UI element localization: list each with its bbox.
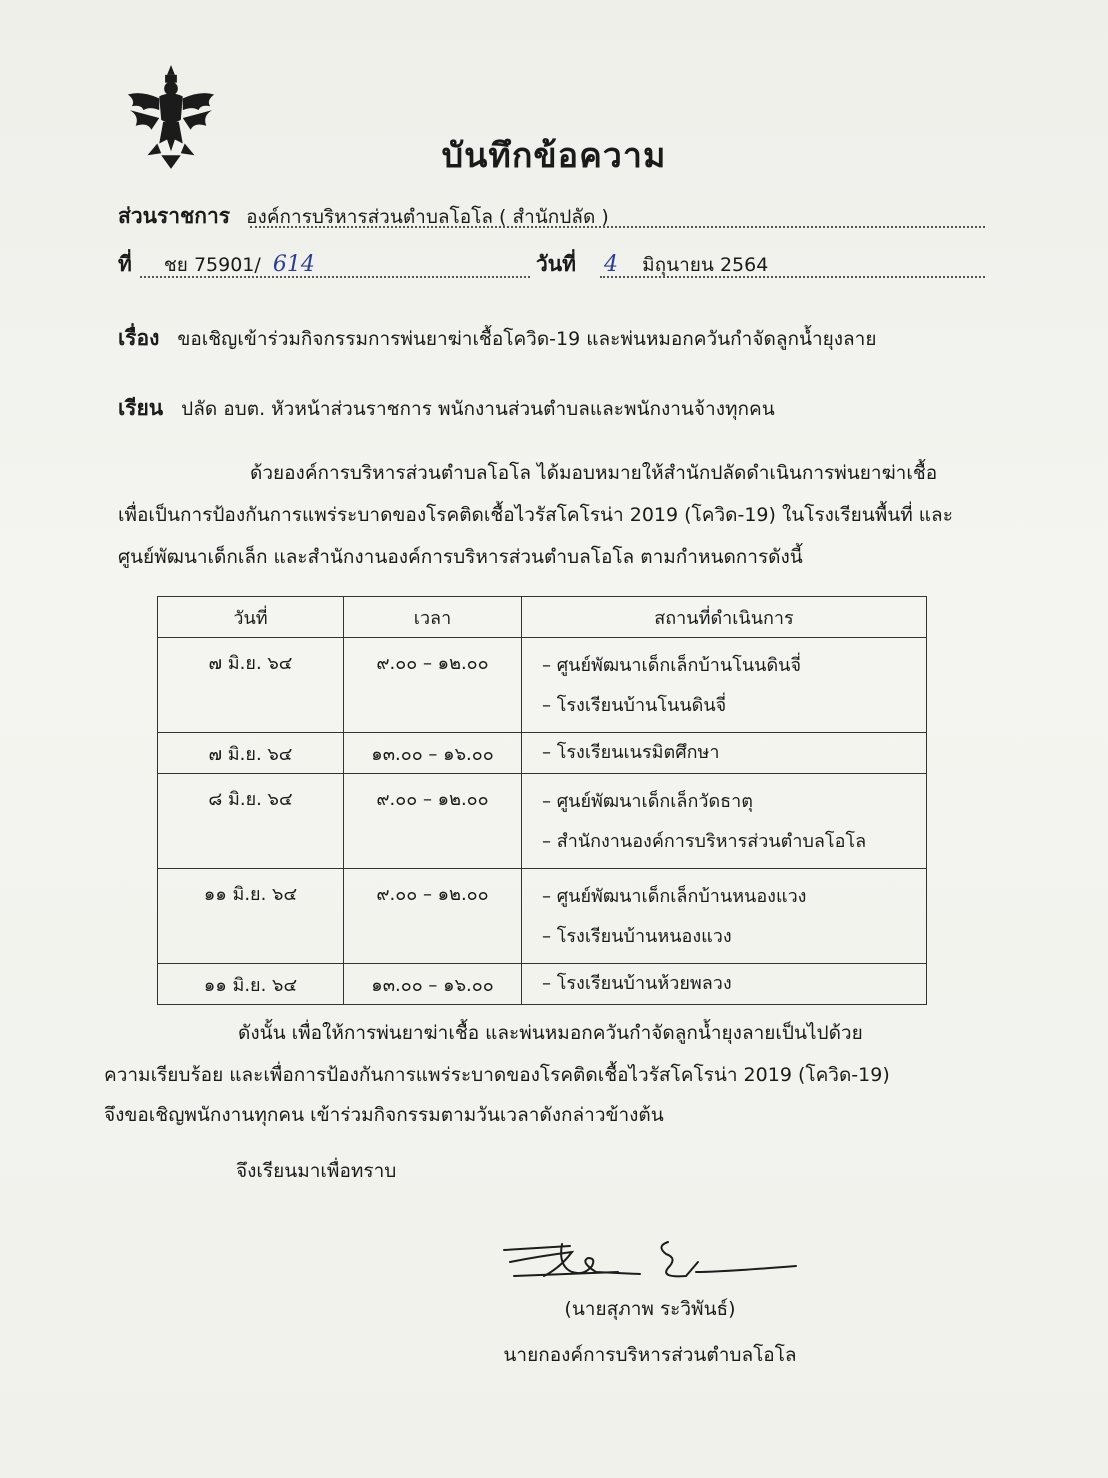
place-item: – โรงเรียนบ้านโนนดินจี่ xyxy=(542,695,727,716)
row-places xyxy=(522,774,927,869)
date-day-handwritten: 4 xyxy=(604,252,619,277)
agency-row xyxy=(118,200,609,233)
schedule-header-row xyxy=(158,597,927,638)
intro-line-3: ศูนย์พัฒนาเด็กเล็ก และสำนักงานองค์การบริหารส่วนตำบลโอโล ตามกำหนดการดังนี้ xyxy=(118,546,803,568)
ref-dotline xyxy=(140,276,530,278)
date-rest: มิถุนายน 2564 xyxy=(642,254,769,276)
row-time: ๑๓.๐๐ – ๑๖.๐๐ xyxy=(344,733,522,774)
subject-value: ขอเชิญเข้าร่วมกิจกรรมการพ่นยาฆ่าเชื้อโควิด-19 และพ่นหมอกควันกำจัดลูกน้ำยุงลาย xyxy=(177,328,877,350)
closing-line-1: ดังนั้น เพื่อให้การพ่นยาฆ่าเชื้อ และพ่นหมอกควันกำจัดลูกน้ำยุงลายเป็นไปด้วย xyxy=(238,1022,863,1044)
intro-line-1: ด้วยองค์การบริหารส่วนตำบลโอโล ได้มอบหมายให้สำนักปลัดดำเนินการพ่นยาฆ่าเชื้อ xyxy=(250,462,938,484)
recipient-value: ปลัด อบต. หัวหน้าส่วนราชการ พนักงานส่วนตำบลและพนักงานจ้างทุกคน xyxy=(181,398,775,420)
row-places xyxy=(522,869,927,964)
ref-label: ที่ xyxy=(118,252,132,276)
closing-line-3: จึงขอเชิญพนักงานทุกคน เข้าร่วมกิจกรรมตามวันเวลาดังกล่าวข้างต้น xyxy=(104,1104,664,1126)
place-item: – สำนักงานองค์การบริหารส่วนตำบลโอโล xyxy=(542,831,867,852)
place-item: – โรงเรียนบ้านห้วยพลวง xyxy=(542,973,732,994)
row-date: ๗ มิ.ย. ๖๔ xyxy=(158,733,344,774)
row-time: ๙.๐๐ – ๑๒.๐๐ xyxy=(344,774,522,869)
row-date: ๘ มิ.ย. ๖๔ xyxy=(158,774,344,869)
subject-row xyxy=(118,322,876,355)
table-row xyxy=(158,869,927,964)
agency-value: องค์การบริหารส่วนตำบลโอโล ( สำนักปลัด ) xyxy=(246,206,609,228)
sign-off: จึงเรียนมาเพื่อทราบ xyxy=(236,1160,397,1182)
place-item: – โรงเรียนบ้านหนองแวง xyxy=(542,926,732,947)
ref-value: ชย 75901/ xyxy=(163,254,261,276)
row-places xyxy=(522,733,927,774)
signer-position: นายกองค์การบริหารส่วนตำบลโอโล xyxy=(503,1344,797,1366)
agency-label: ส่วนราชการ xyxy=(118,204,231,228)
table-row xyxy=(158,774,927,869)
header-place: สถานที่ดำเนินการ xyxy=(522,597,927,638)
place-item: – ศูนย์พัฒนาเด็กเล็กบ้านโนนดินจี่ xyxy=(542,655,802,676)
row-time: ๙.๐๐ – ๑๒.๐๐ xyxy=(344,638,522,733)
header-date: วันที่ xyxy=(158,597,344,638)
row-places xyxy=(522,964,927,1005)
signer-name: (นายสุภาพ ระวิพันธ์) xyxy=(564,1298,736,1320)
row-time: ๑๓.๐๐ – ๑๖.๐๐ xyxy=(344,964,522,1005)
agency-dotline xyxy=(250,226,985,228)
row-date: ๗ มิ.ย. ๖๔ xyxy=(158,638,344,733)
ref-handwritten-number: 614 xyxy=(272,252,315,277)
schedule-table xyxy=(157,596,927,1005)
table-row xyxy=(158,733,927,774)
place-item: – ศูนย์พัฒนาเด็กเล็กวัดธาตุ xyxy=(542,791,753,812)
date-label: วันที่ xyxy=(536,252,576,276)
signature-scribble xyxy=(500,1232,800,1292)
header-time: เวลา xyxy=(344,597,522,638)
table-row xyxy=(158,964,927,1005)
place-item: – โรงเรียนเนรมิตศึกษา xyxy=(542,742,720,763)
table-row xyxy=(158,638,927,733)
closing-line-2: ความเรียบร้อย และเพื่อการป้องกันการแพร่ระบาดของโรคติดเชื้อไวรัสโคโรน่า 2019 (โควิด-19) xyxy=(104,1064,890,1086)
intro-line-2: เพื่อเป็นการป้องกันการแพร่ระบาดของโรคติดเชื้อไวรัสโคโรน่า 2019 (โควิด-19) ในโรงเรียนพื้นที่ และ xyxy=(118,504,953,526)
row-places xyxy=(522,638,927,733)
subject-label: เรื่อง xyxy=(118,326,160,350)
row-date: ๑๑ มิ.ย. ๖๔ xyxy=(158,964,344,1005)
date-dotline xyxy=(600,276,985,278)
document-title: บันทึกข้อความ xyxy=(441,136,667,176)
recipient-label: เรียน xyxy=(118,396,164,420)
row-date: ๑๑ มิ.ย. ๖๔ xyxy=(158,869,344,964)
place-item: – ศูนย์พัฒนาเด็กเล็กบ้านหนองแวง xyxy=(542,886,807,907)
row-time: ๙.๐๐ – ๑๒.๐๐ xyxy=(344,869,522,964)
recipient-row xyxy=(118,392,775,425)
